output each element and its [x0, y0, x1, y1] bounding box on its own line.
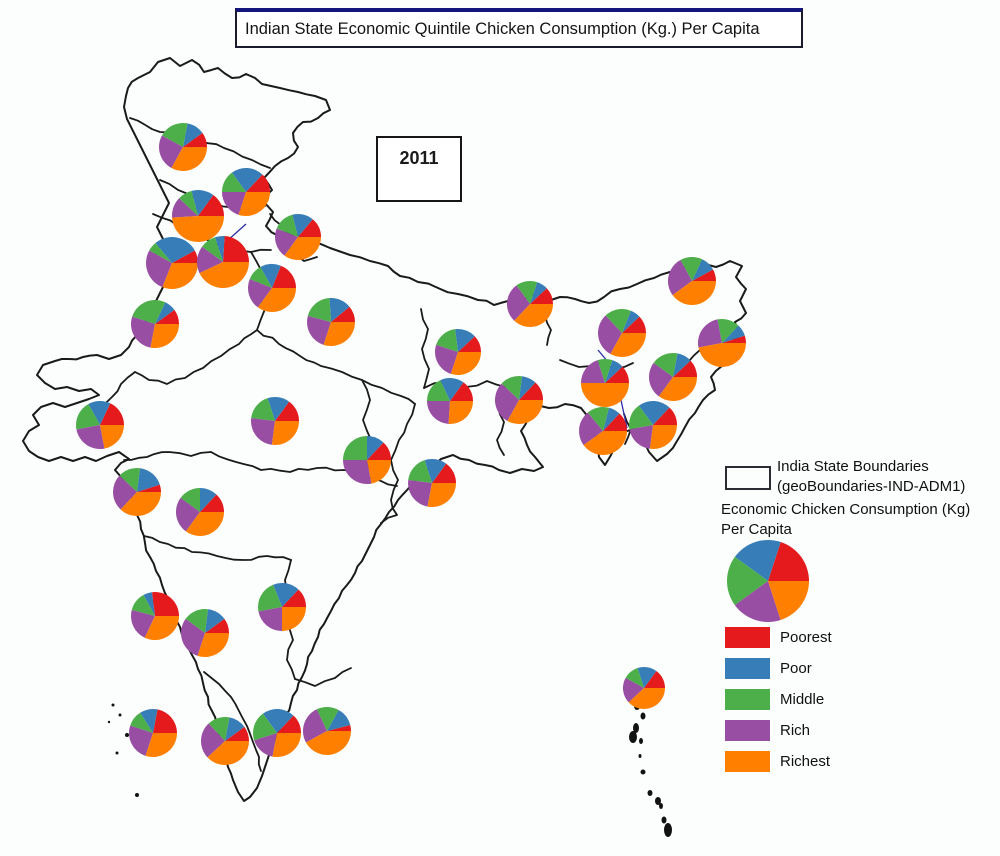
year-box: 2011 [376, 136, 462, 202]
state-pie-chandigarh [197, 236, 249, 288]
state-pie-haryana [146, 237, 198, 289]
state-pie-jharkhand [427, 378, 473, 424]
state-pie-himachal-pradesh [222, 168, 270, 216]
legend-title-line1: Economic Chicken Consumption (Kg) [721, 501, 971, 518]
state-pie-rajasthan [131, 300, 179, 348]
boundary-legend-line2: (geoBoundaries-IND-ADM1) [777, 477, 966, 495]
state-pie-uttarakhand [275, 214, 321, 260]
rich-swatch [725, 720, 770, 741]
state-pie-meghalaya [581, 359, 629, 407]
state-pie-nagaland [698, 319, 746, 367]
state-pie-andhra-pradesh [258, 583, 306, 631]
state-pie-maharashtra [176, 488, 224, 536]
state-pie-uttar-pradesh [307, 298, 355, 346]
boundary-swatch [725, 466, 771, 490]
rich-label: Rich [780, 722, 811, 739]
poorest-label: Poorest [780, 629, 832, 646]
legend-items [725, 627, 832, 772]
state-pie-dadra-nagar-haveli [113, 468, 161, 516]
figure-title: Indian State Economic Quintile Chicken Consumption (Kg.) Per Capita [235, 8, 803, 48]
state-pie-goa [131, 592, 179, 640]
middle-swatch [725, 689, 770, 710]
boundary-legend-label [777, 457, 965, 496]
state-pie-assam [598, 309, 646, 357]
state-pies [76, 123, 746, 765]
state-pie-odisha [408, 459, 456, 507]
state-pie-madhya-pradesh [251, 397, 299, 445]
poor-label: Poor [780, 660, 812, 677]
legend-example-pie [727, 540, 809, 622]
state-pie-punjab [172, 190, 224, 242]
state-pie-arunachal-pradesh [668, 257, 716, 305]
poorest-swatch [725, 627, 770, 648]
state-pie-andaman-nicobar [623, 667, 665, 709]
state-pie-jammu-kashmir [159, 123, 207, 171]
legend-item-poorest [725, 627, 832, 648]
state-pie-manipur [649, 353, 697, 401]
state-pie-delhi [248, 264, 296, 312]
state-pie-chhattisgarh [343, 436, 391, 484]
legend-item-rich [725, 720, 832, 741]
state-pie-karnataka [181, 609, 229, 657]
andaman-nicobar-islands [629, 702, 672, 837]
richest-label: Richest [780, 753, 831, 770]
state-pie-gujarat [76, 401, 124, 449]
state-pie-tripura [579, 407, 627, 455]
state-pie-tamil-nadu [253, 709, 301, 757]
state-pie-west-bengal [495, 376, 543, 424]
richest-swatch [725, 751, 770, 772]
legend-item-middle [725, 689, 832, 710]
state-pie-kerala [201, 717, 249, 765]
state-pie-lakshadweep [129, 709, 177, 757]
legend-item-richest [725, 751, 832, 772]
poor-swatch [725, 658, 770, 679]
state-pie-sikkim [507, 281, 553, 327]
state-pie-bihar [435, 329, 481, 375]
legend-item-poor [725, 658, 832, 679]
state-pie-mizoram [629, 401, 677, 449]
legend-title [721, 500, 970, 540]
lakshadweep-islands [108, 704, 139, 798]
state-pie-puducherry [303, 707, 351, 755]
legend-title-line2: Per Capita [721, 521, 792, 538]
middle-label: Middle [780, 691, 825, 708]
boundary-legend-line1: India State Boundaries [777, 458, 929, 475]
